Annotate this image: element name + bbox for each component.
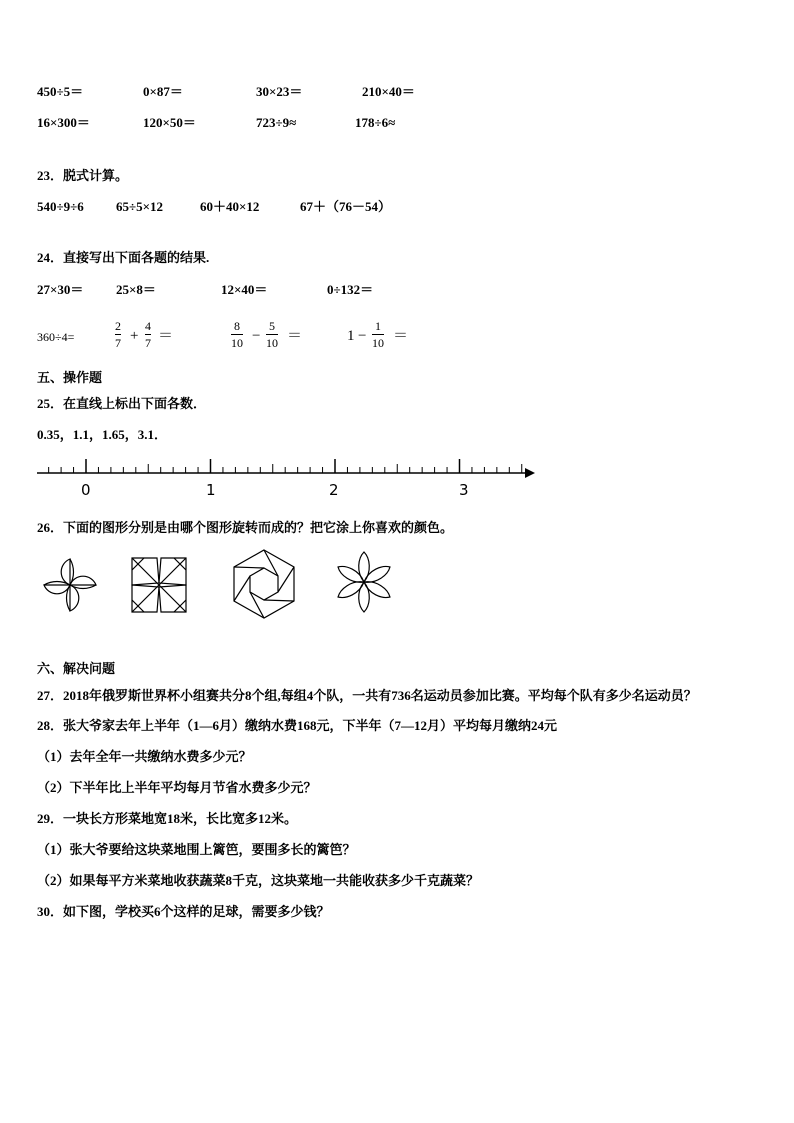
denominator: 7: [115, 336, 121, 350]
operator: −: [252, 328, 261, 344]
question-23-title: 23．脱式计算。: [37, 168, 129, 183]
q28-sub: （1）去年全年一共缴纳水费多少元？: [37, 749, 252, 764]
question-24-title: 24．直接写出下面各题的结果.: [37, 250, 210, 265]
oral-calc-item: 450÷5＝: [37, 84, 84, 99]
q24-item: 25×8＝: [116, 282, 156, 297]
numerator: 1: [375, 319, 381, 333]
fraction-bar: [145, 334, 151, 335]
oral-calc-item: 723÷9≈: [256, 115, 297, 130]
q25-numbers: 0.35，1.1，1.65，3.1．: [37, 427, 168, 442]
operator: −: [358, 328, 367, 344]
cross-figure: [129, 555, 189, 615]
numerator: 2: [115, 319, 121, 333]
q29-sub: （2）如果每平方米菜地收获蔬菜8千克，这块菜地一共能收获多少千克蔬菜？: [37, 873, 480, 888]
q24-item: 27×30＝: [37, 282, 84, 297]
q29-sub: （1）张大爷要给这块菜地围上篱笆，要围多长的篱笆？: [37, 842, 356, 857]
denominator: 10: [372, 336, 384, 350]
section-heading: 五、操作题: [37, 370, 103, 385]
question-25-title: 25．在直线上标出下面各数．: [37, 396, 207, 411]
denominator: 10: [231, 336, 243, 350]
oral-calc-item: 30×23＝: [256, 84, 303, 99]
fraction: [145, 319, 151, 350]
section-heading: 六、解决问题: [37, 661, 116, 676]
equals-sign: ＝: [393, 328, 409, 344]
fraction-bar: [266, 334, 278, 335]
q23-item: 65÷5×12: [116, 199, 164, 214]
q28-sub: （2）下半年比上半年平均每月节省水费多少元？: [37, 780, 317, 795]
numerator: 5: [269, 319, 275, 333]
oral-calc-item: 16×300＝: [37, 115, 90, 130]
question-30: 30．如下图，学校买6个这样的足球，需要多少钱？: [37, 904, 330, 919]
number-line-ticks: [49, 459, 522, 473]
question-28-title: 28．张大爷家去年上半年（1—6月）缴纳水费168元，下半年（7—12月）平均每月缴纳24元: [37, 718, 558, 733]
equals-sign: ＝: [287, 328, 303, 344]
hexagon-spiral-figure: [228, 548, 300, 620]
pinwheel-figure: [37, 555, 103, 615]
q24-item: 0÷132＝: [327, 282, 374, 297]
number-line-label: 1: [206, 481, 216, 499]
q23-item: 540÷9÷6: [37, 199, 84, 214]
fraction: [372, 319, 384, 350]
q23-item: 60＋40×12: [200, 199, 260, 214]
oral-calc-item: 210×40＝: [362, 84, 415, 99]
equals-sign: ＝: [158, 328, 174, 344]
denominator: 7: [145, 336, 151, 350]
fraction: [266, 319, 278, 350]
fraction-bar: [231, 334, 243, 335]
number-line-label: 2: [329, 481, 339, 499]
question-26-title: 26．下面的图形分别是由哪个图形旋转而成的？把它涂上你喜欢的颜色。: [37, 520, 454, 535]
denominator: 10: [266, 336, 278, 350]
number-line-label: 3: [459, 481, 469, 499]
fraction-bar: [115, 334, 121, 335]
operator: +: [130, 328, 139, 344]
fraction: [115, 319, 121, 350]
fraction-bar: [372, 334, 384, 335]
numerator: 4: [145, 319, 151, 333]
oral-calc-item: 120×50＝: [143, 115, 196, 130]
fraction: [231, 319, 243, 350]
flower-figure: [332, 550, 396, 614]
numerator: 8: [234, 319, 240, 333]
question-27: 27．2018年俄罗斯世界杯小组赛共分8个组,每组4个队，一共有736名运动员参加比赛。平均每个队有多少名运动员？: [37, 688, 697, 703]
q23-item: 67＋（76－54）: [300, 199, 392, 214]
question-29-title: 29．一块长方形菜地宽18米，长比宽多12米。: [37, 811, 298, 826]
q24-item: 360÷4=: [37, 330, 75, 344]
number-line-label: 0: [81, 481, 91, 499]
whole-number: 1: [347, 328, 355, 344]
oral-calc-item: 0×87＝: [143, 84, 183, 99]
q24-item: 12×40＝: [221, 282, 268, 297]
oral-calc-item: 178÷6≈: [355, 115, 396, 130]
number-line-arrow-icon: [525, 468, 535, 478]
